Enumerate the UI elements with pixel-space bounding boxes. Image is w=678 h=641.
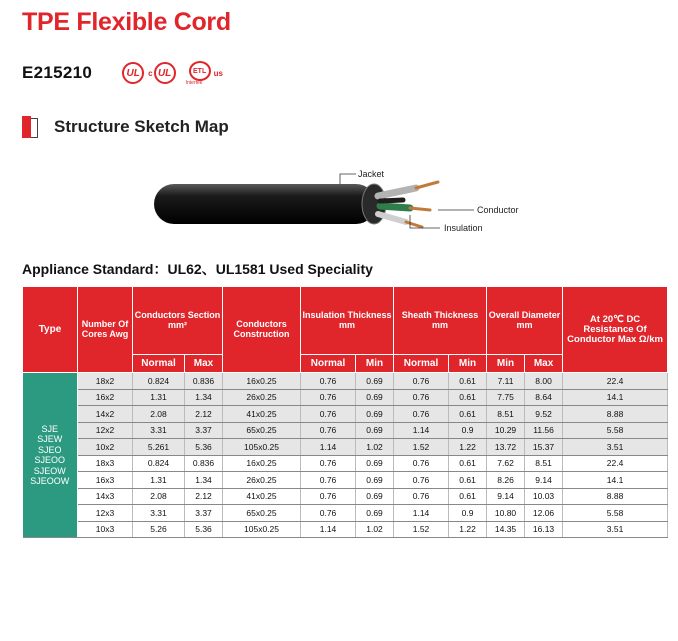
table-cell: 10x2 xyxy=(78,439,133,456)
table-cell: 9.14 xyxy=(487,488,525,505)
table-cell: 3.51 xyxy=(563,439,668,456)
header-construction: Conductors Construction xyxy=(223,287,301,373)
ul-logo-icon: UL xyxy=(122,62,144,84)
table-cell: 0.76 xyxy=(394,373,449,390)
table-cell: 5.36 xyxy=(185,521,223,538)
table-cell: 3.37 xyxy=(185,422,223,439)
table-cell: 2.08 xyxy=(133,488,185,505)
table-cell: 7.75 xyxy=(487,389,525,406)
header-resistance: At 20℃ DC Resistance Of Conductor Max Ω/km xyxy=(563,287,668,373)
etl-logo-icon xyxy=(186,61,214,85)
cable-structure-diagram xyxy=(148,169,519,242)
table-cell: 1.31 xyxy=(133,389,185,406)
table-cell: 2.12 xyxy=(185,406,223,423)
conductor-label: Conductor xyxy=(477,205,519,215)
header-insulation: Insulation Thickness mm xyxy=(301,287,394,355)
table-cell: 3.51 xyxy=(563,521,668,538)
table-cell: 16x2 xyxy=(78,389,133,406)
table-cell: 14.1 xyxy=(563,472,668,489)
table-cell: 0.824 xyxy=(133,373,185,390)
subheader-normal: Normal xyxy=(394,355,449,373)
table-cell: 3.31 xyxy=(133,505,185,522)
table-cell: 16x0.25 xyxy=(223,455,301,472)
table-cell: 10.29 xyxy=(487,422,525,439)
subheader-normal: Normal xyxy=(301,355,356,373)
table-cell: 0.69 xyxy=(356,505,394,522)
table-cell: 0.824 xyxy=(133,455,185,472)
table-cell: 0.69 xyxy=(356,488,394,505)
table-cell: 1.31 xyxy=(133,472,185,489)
file-number: E215210 xyxy=(22,63,93,82)
header-type: Type xyxy=(23,287,78,373)
table-cell: 5.58 xyxy=(563,422,668,439)
table-cell: 10x3 xyxy=(78,521,133,538)
table-cell: 0.76 xyxy=(301,488,356,505)
table-row xyxy=(23,455,668,472)
cul-logo-icon: UL xyxy=(154,62,176,84)
table-cell: 0.61 xyxy=(449,488,487,505)
table-cell: 0.69 xyxy=(356,406,394,423)
table-cell: 8.26 xyxy=(487,472,525,489)
header-section: Conductors Section mm² xyxy=(133,287,223,355)
table-cell: 22.4 xyxy=(563,455,668,472)
table-cell: 0.76 xyxy=(301,389,356,406)
table-cell: 1.34 xyxy=(185,472,223,489)
table-cell: 0.76 xyxy=(394,488,449,505)
table-cell: 0.836 xyxy=(185,373,223,390)
etl-sub-label: Intertek xyxy=(185,80,203,86)
table-cell: 10.03 xyxy=(525,488,563,505)
subheader-normal: Normal xyxy=(133,355,185,373)
table-cell: 5.261 xyxy=(133,439,185,456)
table-cell: 1.14 xyxy=(394,422,449,439)
table-cell: 0.61 xyxy=(449,455,487,472)
table-cell: 0.76 xyxy=(301,505,356,522)
table-cell: 22.4 xyxy=(563,373,668,390)
page-title: TPE Flexible Cord xyxy=(22,8,231,36)
table-row xyxy=(23,389,668,406)
table-cell: 11.56 xyxy=(525,422,563,439)
header-sheath: Sheath Thickness mm xyxy=(394,287,487,355)
table-row xyxy=(23,422,668,439)
table-cell: 12.06 xyxy=(525,505,563,522)
table-row xyxy=(23,472,668,489)
table-cell: 5.26 xyxy=(133,521,185,538)
c-prefix-label: c xyxy=(148,68,153,78)
table-cell: 14x2 xyxy=(78,406,133,423)
table-cell: 2.12 xyxy=(185,488,223,505)
jacket-label: Jacket xyxy=(358,169,385,179)
jacket-shape xyxy=(154,184,376,224)
table-cell: 105x0.25 xyxy=(223,521,301,538)
table-cell: 0.61 xyxy=(449,389,487,406)
table-row xyxy=(23,488,668,505)
table-cell: 3.31 xyxy=(133,422,185,439)
table-cell: 26x0.25 xyxy=(223,472,301,489)
table-cell: 105x0.25 xyxy=(223,439,301,456)
table-cell: 0.61 xyxy=(449,472,487,489)
table-cell: 0.76 xyxy=(301,406,356,423)
insulation-label: Insulation xyxy=(444,223,483,233)
table-cell: 8.88 xyxy=(563,488,668,505)
header-diameter: Overall Diameter mm xyxy=(487,287,563,355)
table-cell: 0.836 xyxy=(185,455,223,472)
table-cell: 1.52 xyxy=(394,439,449,456)
conductor-shape xyxy=(416,182,438,188)
table-row xyxy=(23,521,668,538)
table-cell: 0.76 xyxy=(301,422,356,439)
subheader-max: Max xyxy=(525,355,563,373)
header-cores: Number Of Cores Awg xyxy=(78,287,133,373)
table-cell: 10.80 xyxy=(487,505,525,522)
table-cell: 1.14 xyxy=(301,439,356,456)
table-cell: 0.69 xyxy=(356,455,394,472)
table-row xyxy=(23,406,668,423)
table-cell: 18x3 xyxy=(78,455,133,472)
table-cell: 7.11 xyxy=(487,373,525,390)
subheader-max: Max xyxy=(185,355,223,373)
table-cell: 0.69 xyxy=(356,389,394,406)
table-cell: 41x0.25 xyxy=(223,488,301,505)
table-cell: 1.02 xyxy=(356,521,394,538)
table-cell: 65x0.25 xyxy=(223,505,301,522)
table-cell: 9.14 xyxy=(525,472,563,489)
table-cell: 8.00 xyxy=(525,373,563,390)
subheader-min: Min xyxy=(356,355,394,373)
table-cell: 8.88 xyxy=(563,406,668,423)
table-cell: 12x2 xyxy=(78,422,133,439)
etl-label: ETL xyxy=(189,61,211,81)
table-cell: 0.69 xyxy=(356,373,394,390)
table-cell: 13.72 xyxy=(487,439,525,456)
certification-row xyxy=(22,60,223,86)
table-cell: 0.69 xyxy=(356,422,394,439)
table-cell: 26x0.25 xyxy=(223,389,301,406)
table-cell: 1.14 xyxy=(394,505,449,522)
table-cell: 0.76 xyxy=(394,389,449,406)
table-cell: 9.52 xyxy=(525,406,563,423)
table-cell: 2.08 xyxy=(133,406,185,423)
table-cell: 0.76 xyxy=(394,406,449,423)
table-cell: 14.1 xyxy=(563,389,668,406)
table-cell: 14x3 xyxy=(78,488,133,505)
table-cell: 8.51 xyxy=(525,455,563,472)
section-title: Structure Sketch Map xyxy=(54,117,229,136)
standard-caption: Appliance Standard：UL62、UL1581 Used Speciality xyxy=(22,261,373,277)
table-cell: 14.35 xyxy=(487,521,525,538)
table-cell: 8.64 xyxy=(525,389,563,406)
table-cell: 0.9 xyxy=(449,505,487,522)
table-cell: 41x0.25 xyxy=(223,406,301,423)
table-cell: 8.51 xyxy=(487,406,525,423)
table-cell: 0.61 xyxy=(449,373,487,390)
table-cell: 0.76 xyxy=(394,472,449,489)
subheader-min: Min xyxy=(449,355,487,373)
table-cell: 3.37 xyxy=(185,505,223,522)
table-cell: 1.34 xyxy=(185,389,223,406)
table-cell: 0.76 xyxy=(301,472,356,489)
table-cell: 16x0.25 xyxy=(223,373,301,390)
type-cell: SJE SJEW SJEO SJEOO SJEOW SJEOOW xyxy=(23,373,78,538)
subheader-min: Min xyxy=(487,355,525,373)
spec-table xyxy=(22,286,668,538)
table-row xyxy=(23,439,668,456)
table-cell: 12x3 xyxy=(78,505,133,522)
table-cell: 18x2 xyxy=(78,373,133,390)
table-cell: 16x3 xyxy=(78,472,133,489)
table-row xyxy=(23,505,668,522)
table-cell: 0.76 xyxy=(394,455,449,472)
table-cell: 1.52 xyxy=(394,521,449,538)
table-cell: 7.62 xyxy=(487,455,525,472)
table-cell: 5.58 xyxy=(563,505,668,522)
table-cell: 0.9 xyxy=(449,422,487,439)
table-row xyxy=(23,373,668,390)
table-cell: 0.76 xyxy=(301,373,356,390)
table-cell: 15.37 xyxy=(525,439,563,456)
section-marker-icon xyxy=(22,116,40,138)
table-cell: 1.22 xyxy=(449,439,487,456)
table-cell: 0.69 xyxy=(356,472,394,489)
table-cell: 16.13 xyxy=(525,521,563,538)
table-cell: 0.61 xyxy=(449,406,487,423)
table-cell: 65x0.25 xyxy=(223,422,301,439)
section-heading xyxy=(22,116,229,138)
table-cell: 5.36 xyxy=(185,439,223,456)
table-cell: 1.22 xyxy=(449,521,487,538)
table-cell: 1.02 xyxy=(356,439,394,456)
table-cell: 0.76 xyxy=(301,455,356,472)
table-cell: 1.14 xyxy=(301,521,356,538)
us-suffix-label: us xyxy=(213,68,223,78)
